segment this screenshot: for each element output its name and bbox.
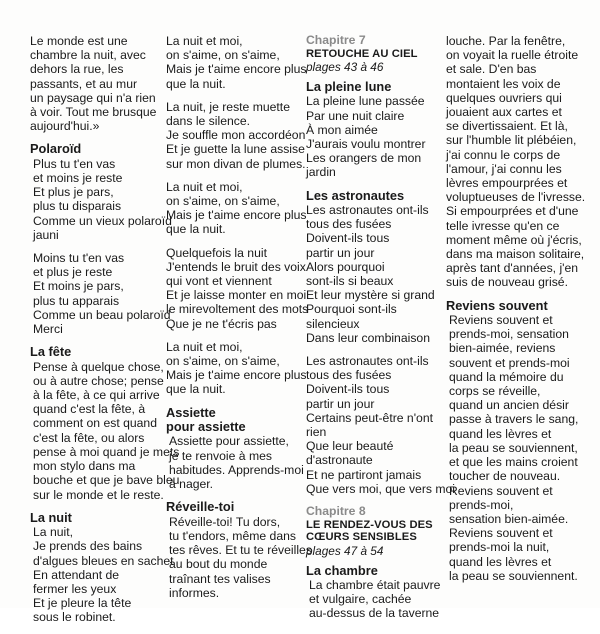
text-line: mon stylo dans ma (33, 459, 136, 474)
text-line: toucher de nouveau. (449, 469, 561, 484)
text-line: dehors la rue, les (30, 62, 124, 77)
text-line: quand les lèvres et (449, 554, 552, 569)
text-line: que la nuit. (166, 382, 226, 397)
song-title-reviens-souvent: Reviens souvent (446, 297, 548, 313)
text-line: Et je laisse monter en moi (166, 288, 307, 303)
song-title-la-chambre: La chambre (306, 562, 378, 578)
song-title-reveille-toi: Réveille-toi (166, 499, 235, 515)
text-line: quand c'est la fête, à (33, 402, 146, 417)
text-line: Comme un beau polaroïd (33, 307, 171, 322)
text-line: Par une nuit claire (306, 108, 405, 123)
nuit-chorus-1 (166, 34, 307, 91)
nuit-chorus-3 (166, 339, 307, 397)
text-line: que la nuit. (166, 76, 226, 91)
text-line: sur mon divan de plumes. (166, 156, 306, 171)
text-line: on s'aime, on s'aime, (166, 194, 280, 209)
text-line: on s'aime, on s'aime, (166, 354, 280, 369)
text-line: sur le monde et le reste. (33, 487, 164, 502)
chapter-8-pages: plages 47 à 54 (306, 543, 384, 558)
text-line: sous le robinet. (33, 610, 116, 625)
text-line: pour assiette (166, 419, 246, 435)
column-4 (446, 34, 586, 592)
song-title-pleine-lune: La pleine lune (306, 79, 392, 94)
text-line: Et leur mystère si grand (306, 288, 435, 303)
text-line: bien-aimée, reviens (449, 341, 556, 356)
text-line: Alors pourquoi (306, 259, 385, 274)
text-line: jouaient aux cartes et (446, 105, 562, 120)
text-line: Je prends des bains (33, 539, 143, 554)
chambre-verse-continued (446, 34, 586, 290)
text-line: lèvres empourprées et (446, 176, 568, 191)
text-line: Le monde est une (30, 34, 128, 48)
nuit-verse-3 (166, 245, 309, 331)
column-3 (306, 33, 456, 630)
text-line: silencieux (306, 316, 360, 331)
text-line: et vulgaire, cachée (309, 592, 412, 607)
text-line: au-dessus de la taverne (309, 606, 440, 621)
reveille-verse-1 (169, 514, 312, 600)
song-title-polaroid: Polaroïd (30, 141, 82, 157)
text-line: Mais je t'aime encore plus (166, 62, 307, 77)
text-line: je te renvoie à mes (169, 448, 272, 463)
text-line: montaient les voix de (446, 76, 561, 91)
text-line: Et plus je pars, (33, 185, 114, 200)
text-line: Et je pleure la tête (33, 596, 132, 611)
text-line: La nuit, (33, 525, 73, 540)
text-line: fermer les yeux (33, 581, 117, 596)
text-line: Plus tu t'en vas (33, 156, 116, 171)
text-line: la peau se souviennent, (449, 440, 578, 455)
text-line: partir un jour (306, 245, 375, 260)
text-line: tous des fusées (306, 217, 392, 232)
assiette-verse-1 (169, 434, 304, 492)
text-line: La chambre était pauvre (309, 578, 441, 592)
text-line: Doivent-ils tous (306, 231, 390, 246)
text-line: le mirevoltement des mots (166, 302, 309, 317)
intro-text (30, 34, 158, 133)
text-line: traînant tes valises (169, 571, 271, 586)
text-line: pense à moi quand je mets (33, 444, 180, 459)
text-line: prends-moi la nuit, (449, 540, 550, 555)
text-line: à la fête, à ce qui arrive (33, 388, 160, 403)
text-line: prends-moi, (449, 497, 514, 512)
text-line: Assiette (166, 404, 216, 420)
astronautes-verse-1 (306, 203, 440, 345)
nuit-verse-2 (166, 99, 306, 171)
text-line: quelques ouvriers qui (446, 90, 562, 105)
text-line: Dans leur combinaison (306, 330, 430, 345)
text-line: Merci (33, 322, 63, 337)
text-line: Les orangers de mon (306, 151, 422, 166)
text-line: à nager. (169, 477, 214, 492)
polaroid-verse-1 (33, 156, 172, 242)
text-line: à voir. Tout me brusque (30, 105, 157, 120)
text-line: Assiette pour assiette, (169, 434, 289, 449)
text-line: tes rêves. Et tu te réveilles (169, 543, 312, 558)
text-line: passants, et au mur (30, 76, 138, 91)
text-line: et plus je reste (33, 265, 113, 280)
text-line: sensation bien-aimée. (449, 511, 569, 526)
text-line: Que leur beauté (306, 439, 394, 454)
text-line: quand un ancien désir (449, 398, 569, 413)
text-line: Quelquefois la nuit (166, 245, 267, 260)
text-line: Et moins je pars, (33, 279, 124, 294)
text-line: En attendant de (33, 567, 120, 582)
column-2 (166, 34, 312, 609)
text-line: Et ne partiront jamais (306, 467, 422, 482)
text-line: Et je guette la lune assise (166, 142, 305, 157)
text-line: chambre la nuit, avec (30, 48, 146, 63)
text-line: Mais je t'aime encore plus (166, 368, 307, 383)
text-line: dans ma maison solitaire, (446, 247, 585, 262)
text-line: informes. (169, 585, 220, 600)
text-line: J'entends le bruit des voix (166, 259, 306, 274)
text-line: La nuit et moi, (166, 179, 243, 194)
text-line: La nuit et moi, (166, 339, 243, 354)
text-line: sur l'humble lit plébéien, (446, 133, 577, 148)
text-line: La nuit et moi, (166, 34, 243, 48)
text-line: aujourd'hui.» (30, 119, 100, 134)
text-line: Reviens souvent et (449, 313, 553, 328)
text-line: d'algues bleues en sachet (33, 553, 174, 568)
polaroid-verse-2 (33, 251, 171, 337)
text-line: d'astronaute (306, 453, 373, 468)
text-line: Que je ne t'écris pas (166, 316, 277, 331)
text-line: passe à travers le sang, (449, 412, 579, 427)
text-line: louche. Par la fenêtre, (446, 34, 566, 48)
text-line: comment on est quand (33, 416, 157, 431)
chapter-7-title: RETOUCHE AU CIEL (306, 47, 418, 60)
text-line: La nuit, je reste muette (166, 99, 290, 114)
chapter-7-label: Chapitre 7 (306, 33, 366, 47)
text-line: plus tu disparais (33, 199, 122, 214)
text-line: LE RENDEZ-VOUS DES (306, 518, 433, 531)
song-title-assiette (166, 406, 300, 435)
text-line: Moins tu t'en vas (33, 251, 125, 266)
text-line: jauni (33, 227, 59, 242)
text-line: Les astronautes ont-ils (306, 203, 429, 218)
text-line: tous des fusées (306, 368, 392, 383)
text-line: bouche et que je bave bleu (33, 473, 180, 488)
text-line: tu t'endors, même dans (169, 528, 296, 543)
text-line: Reviens souvent et (449, 483, 553, 498)
text-line: corps se réveille, (449, 384, 541, 399)
text-line: c'est la fête, ou alors (33, 430, 145, 445)
text-line: et sale. D'en bas (446, 62, 537, 77)
text-line: Réveille-toi! Tu dors, (169, 514, 281, 529)
text-line: Si empourprées et d'une (446, 204, 579, 219)
text-line: ou à autre chose; pense (33, 373, 164, 388)
chapter-8-label: Chapitre 8 (306, 504, 366, 519)
column-1 (30, 34, 180, 634)
chapter-8-title (306, 519, 440, 544)
text-line: on voyait la ruelle étroite (446, 48, 579, 63)
text-line: partir un jour (306, 396, 375, 411)
text-line: Reviens souvent et (449, 526, 553, 541)
text-line: Doivent-ils tous (306, 382, 390, 397)
text-line: prends-moi, sensation (449, 327, 569, 342)
text-line: et moins je reste (33, 171, 123, 186)
text-line: Certains peut-être n'ont (306, 410, 433, 425)
text-line: et que les mains croient (449, 455, 578, 470)
text-line: l'amour, j'ai connu les (446, 161, 562, 176)
text-line: moment même où j'écris, (446, 232, 582, 247)
text-line: telle ivresse qu'en ce (446, 218, 560, 233)
text-line: J'aurais voulu montrer (306, 137, 426, 152)
astronautes-verse-2 (306, 354, 456, 496)
text-line: au bout du monde (169, 557, 268, 572)
chambre-verse-1 (309, 578, 440, 621)
text-line: la peau se souviennent. (449, 568, 578, 583)
text-line: quand les lèvres et (449, 426, 552, 441)
text-line: sont-ils si beaux (306, 274, 394, 289)
text-line: Comme un vieux polaroïd (33, 213, 172, 228)
text-line: un paysage qui n'a rien (30, 90, 156, 105)
text-line: Je souffle mon accordéon (166, 128, 306, 143)
nuit-chorus-2 (166, 179, 307, 237)
text-line: que la nuit. (166, 222, 226, 237)
song-title-la-nuit: La nuit (30, 509, 72, 525)
text-line: À mon aimée (306, 122, 378, 137)
chapter-7-pages: plages 43 à 46 (306, 60, 384, 74)
text-line: suis de nouveau grisé. (446, 275, 568, 290)
song-title-la-fete: La fête (30, 344, 72, 360)
song-title-astronautes: Les astronautes (306, 187, 405, 203)
reviens-verse-1 (449, 313, 578, 583)
text-line: Que vers moi, que vers moi (306, 481, 456, 496)
text-line: Pense à quelque chose, (33, 359, 164, 374)
text-line: plus tu apparais (33, 293, 120, 308)
text-line: Mais je t'aime encore plus (166, 208, 307, 223)
text-line: j'ai connu le corps de (446, 147, 561, 162)
text-line: se divertissaient. Et là, (446, 119, 568, 134)
text-line: rien (306, 425, 327, 440)
text-line: Pourquoi sont-ils (306, 302, 397, 317)
text-line: Les astronautes ont-ils (306, 354, 429, 369)
text-line: quand la mémoire du (449, 369, 564, 384)
text-line: La pleine lune passée (306, 94, 425, 109)
fete-verse-1 (33, 359, 180, 502)
text-line: habitudes. Apprends-moi (169, 462, 304, 477)
text-line: après tant d'années, j'en (446, 261, 579, 276)
text-line: qui vont et viennent (166, 274, 272, 289)
text-line: on s'aime, on s'aime, (166, 48, 280, 63)
pleine-lune-verse-1 (306, 94, 440, 179)
text-line: jardin (306, 165, 336, 180)
text-line: voluptueuses de l'ivresse. (446, 190, 586, 205)
text-line: CŒURS SENSIBLES (306, 531, 417, 544)
text-line: souvent et prends-moi (449, 355, 570, 370)
text-line: dans le silence. (166, 114, 251, 129)
nuit-verse-1 (33, 525, 174, 625)
